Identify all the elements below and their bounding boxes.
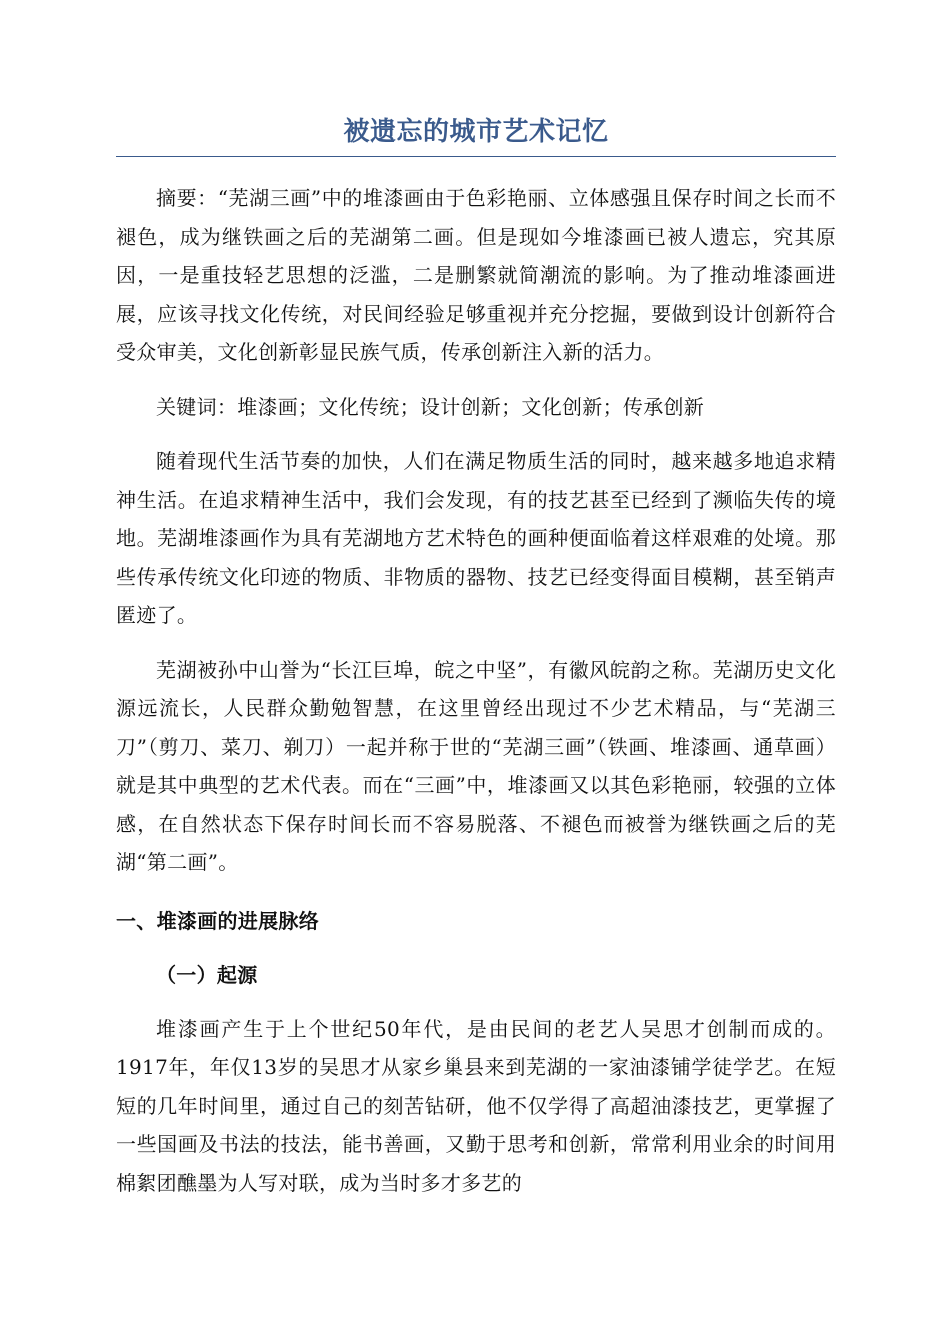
- abstract-paragraph: 摘要：“芜湖三画”中的堆漆画由于色彩艳丽、立体感强且保存时间之长而不褪色，成为继铁画之后的芜湖第二画。但是现如今堆漆画已被人遗忘，究其原因，一是重技轻艺思想的泛滥，二是删繁就简潮流的影响。为了推动堆漆画进展，应该寻找文化传统，对民间经验足够重视并充分挖掘，要做到设计创新符合受众审美，文化创新彰显民族气质，传承创新注入新的活力。: [116, 186, 836, 364]
- intro-paragraph-1: 随着现代生活节奏的加快，人们在满足物质生活的同时，越来越多地追求精神生活。在追求精神生活中，我们会发现，有的技艺甚至已经到了濒临失传的境地。芜湖堆漆画作为具有芜湖地方艺术特色的画种便面临着这样艰难的处境。那些传承传统文化印迹的物质、非物质的器物、技艺已经变得面目模糊，甚至销声匿迹了。: [116, 449, 836, 627]
- title-underline: [116, 156, 836, 157]
- intro-paragraph-2: 芜湖被孙中山誉为“长江巨埠，皖之中坚”，有徽风皖韵之称。芜湖历史文化源远流长，人民群众勤勉智慧，在这里曾经出现过不少艺术精品，与“芜湖三刀”（剪刀、菜刀、剃刀）一起并称于世的“芜湖三画”（铁画、堆漆画、通草画）就是其中典型的艺术代表。而在“三画”中，堆漆画又以其色彩艳丽，较强的立体感，在自然状态下保存时间长而不容易脱落、不褪色而被誉为继铁画之后的芜湖“第二画”。: [116, 657, 836, 874]
- document-page: [116, 0, 836, 1202]
- keywords-paragraph: 关键词：堆漆画；文化传统；设计创新；文化创新；传承创新: [156, 394, 705, 419]
- sub-heading: （一）起源: [156, 962, 258, 987]
- section-heading: 一、堆漆画的进展脉络: [116, 908, 319, 933]
- origin-paragraph: 堆漆画产生于上个世纪50年代，是由民间的老艺人吴思才创制而成的。1917年，年仅13岁的吴思才从家乡巢县来到芜湖的一家油漆铺学徒学艺。在短短的几年时间里，通过自己的刻苦钻研，他不仅学得了高超油漆技艺，更掌握了一些国画及书法的技法，能书善画，又勤于思考和创新，常常利用业余的时间用棉絮团醮墨为人写对联，成为当时多才多艺的: [116, 1016, 836, 1195]
- document-title: 被遗忘的城市艺术记忆: [343, 117, 609, 147]
